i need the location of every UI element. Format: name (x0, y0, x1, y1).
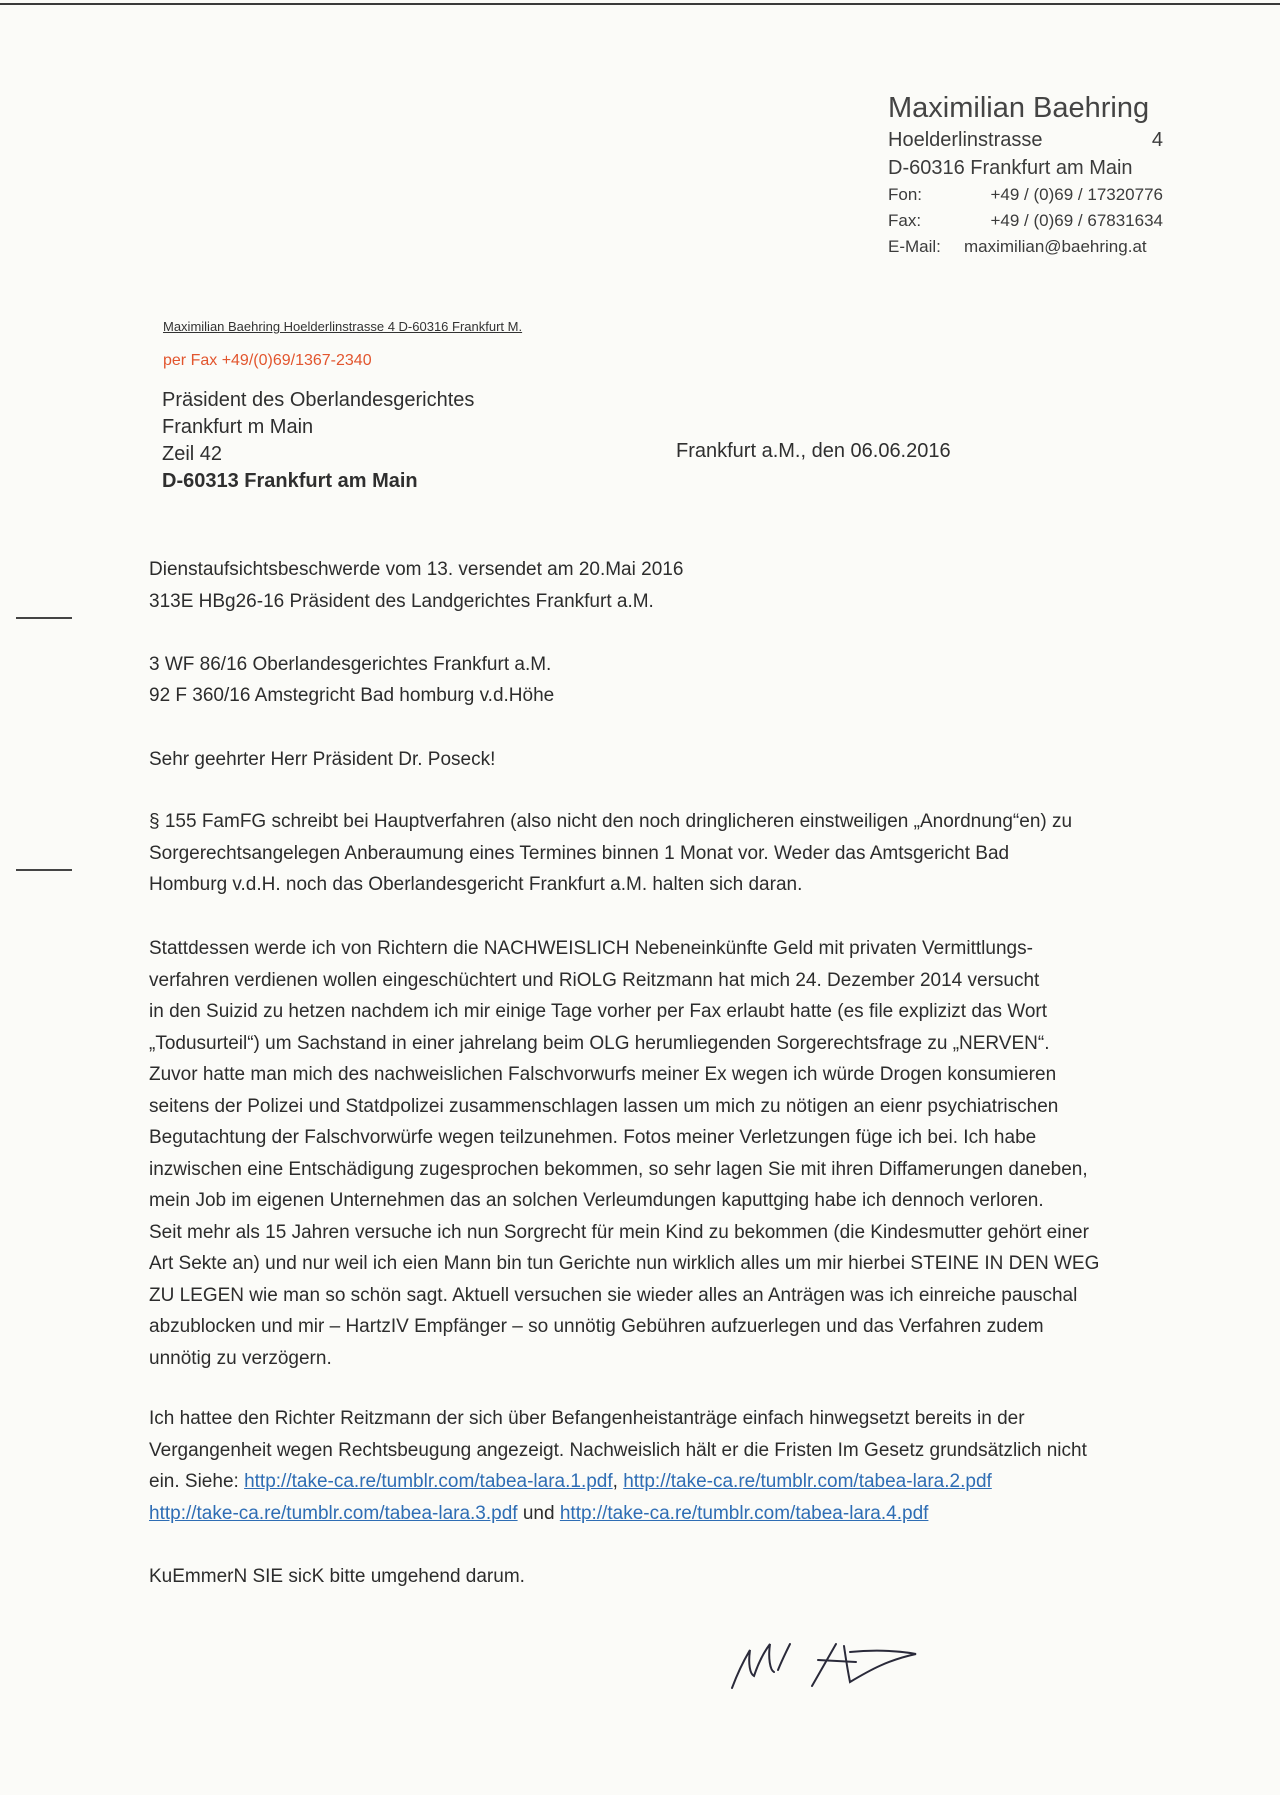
email-value: maximilian@baehring.at (964, 237, 1147, 256)
paragraph-2-line: Seit mehr als 15 Jahren versuche ich nun Sorgrecht für mein Kind zu bekommen (die Kindesmutter gehört einer (149, 1221, 1089, 1243)
sender-street: Hoelderlinstrasse (888, 129, 1043, 151)
salutation: Sehr geehrter Herr Präsident Dr. Poseck! (149, 749, 496, 770)
reference-line-4: 92 F 360/16 Amstegricht Bad homburg v.d.Höhe (149, 685, 555, 706)
letter-date: Frankfurt a.M., den 06.06.2016 (676, 440, 951, 462)
and-word: und (517, 1502, 560, 1524)
sender-block (888, 90, 1163, 260)
paragraph-2-line: inzwischen eine Entschädigung zugesprochen bekommen, so sehr lagen Sie mit ihren Diffamerungen daneben, (149, 1158, 1088, 1180)
paragraph-3-line-3 (149, 1466, 1179, 1498)
sender-name: Maximilian Baehring (888, 92, 1150, 124)
paragraph-3-line-4 (149, 1498, 1179, 1530)
recipient-line-2: Frankfurt m Main (162, 416, 314, 438)
paragraph-1-line: § 155 FamFG schreibt bei Hauptverfahren (also nicht den noch dringlicheren einstweiligen „Anordnung“en) zu (149, 811, 1073, 832)
reference-line-1: Dienstaufsichtsbeschwerde vom 13. versendet am 20.Mai 2016 (149, 559, 684, 580)
paragraph-2-line: verfahren verdienen wollen eingeschüchtert und RiOLG Reitzmann hat mich 24. Dezember 2014 versucht (149, 969, 1040, 991)
sender-street-line (888, 126, 1163, 154)
signature (720, 1620, 930, 1700)
paragraph-3-line-2: Vergangenheit wegen Rechtsbeugung angezeigt. Nachweislich hält er die Fristen Im Gesetz grundsätzlich nicht (149, 1439, 1087, 1461)
handwritten-signature-icon (720, 1620, 930, 1695)
email-label: E-Mail: (888, 237, 941, 256)
paragraph-2-line: unnötig zu verzögern. (149, 1347, 332, 1369)
paragraph-2-line: in den Suizid zu hetzen nachdem ich mir einige Tage vorher per Fax erlaubt hatte (es file explizizt das Wort (149, 1001, 1048, 1022)
fon-value: +49 / (0)69 / 17320776 (990, 185, 1163, 204)
sender-fon-row (888, 182, 1163, 208)
pdf-link-1[interactable]: http://take-ca.re/tumblr.com/tabea-lara.1.pdf (244, 1471, 613, 1492)
paragraph-3-line-1: Ich hattee den Richter Reitzmann der sich über Befangenheistanträge einfach hinwegsetzt bereits in der (149, 1408, 1025, 1429)
paragraph-2-line: Begutachtung der Falschvorwürfe wegen teilzunehmen. Fotos meiner Verletzungen füge ich bei. Ich habe (149, 1127, 1037, 1148)
sender-email-row (888, 234, 1163, 260)
sender-city: D-60316 Frankfurt am Main (888, 157, 1133, 179)
fax-value: +49 / (0)69 / 67831634 (990, 211, 1163, 230)
fold-mark-lower (16, 869, 72, 871)
paragraph-2-line: „Todusurteil“) um Sachstand in einer jahrelang beim OLG herumliegenden Sorgerechtsfrage zu „NERVEN“. (149, 1032, 1050, 1054)
reference-line-3: 3 WF 86/16 Oberlandesgerichtes Frankfurt a.M. (149, 653, 552, 675)
paragraph-2-line: Art Sekte an) und nur weil ich eien Mann bin tun Gerichte nun wirklich alles um mir hierbei STEINE IN DEN WEG (149, 1253, 1100, 1274)
reference-line-2: 313E HBg26-16 Präsident des Landgerichtes Frankfurt a.M. (149, 590, 654, 612)
recipient-line-1: Präsident des Oberlandesgerichtes (162, 389, 475, 411)
fon-label: Fon: (888, 185, 923, 204)
link-separator: , (612, 1471, 624, 1492)
fax-label: Fax: (888, 211, 922, 230)
paragraph-1-line: Homburg v.d.H. noch das Oberlandesgericht Frankfurt a.M. halten sich daran. (149, 874, 803, 895)
pdf-link-3[interactable]: http://take-ca.re/tumblr.com/tabea-lara.3.pdf (149, 1502, 518, 1524)
paragraph-2-line: Stattdessen werde ich von Richtern die NACHWEISLICH Nebeneinkünfte Geld mit privaten Vermittlungs- (149, 938, 1033, 959)
paragraph-1-line: Sorgerechtsangelegen Anberaumung eines Termines binnen 1 Monat vor. Weder das Amtsgericht Bad (149, 842, 1010, 864)
closing: KuEmmerN SIE sicK bitte umgehend darum. (149, 1566, 525, 1587)
top-edge-rule (0, 3, 1280, 5)
return-address: Maximilian Baehring Hoelderlinstrasse 4 D-60316 Frankfurt M. (163, 319, 523, 334)
reference-block (149, 554, 1179, 712)
recipient-line-3: Zeil 42 (162, 443, 223, 465)
paragraph-1 (149, 806, 1179, 901)
fold-mark-upper (16, 617, 72, 619)
fax-note: per Fax +49/(0)69/1367-2340 (163, 352, 372, 369)
recipient-line-4: D-60313 Frankfurt am Main (162, 470, 418, 492)
paragraph-2 (149, 933, 1179, 1374)
recipient-address (162, 387, 474, 495)
pdf-link-4[interactable]: http://take-ca.re/tumblr.com/tabea-lara.4.pdf (559, 1502, 929, 1524)
pdf-link-2[interactable]: http://take-ca.re/tumblr.com/tabea-lara.2.pdf (623, 1471, 992, 1492)
see-prefix: ein. Siehe: (149, 1471, 245, 1492)
paragraph-2-line: Zuvor hatte man mich des nachweislichen Falschvorwurfs meiner Ex wegen ich würde Drogen konsumieren (149, 1064, 1057, 1085)
sender-fax-row (888, 208, 1163, 234)
paragraph-3 (149, 1403, 1179, 1529)
paragraph-2-line: abzublocken und mir – HartzIV Empfänger – so unnötig Gebühren aufzuerlegen und das Verfahren zudem (149, 1316, 1044, 1337)
paragraph-2-line: mein Job im eigenen Unternehmen das an solchen Verleumdungen kaputtging habe ich dennoch verloren. (149, 1190, 1044, 1211)
paragraph-2-line: ZU LEGEN wie man so schön sagt. Aktuell versuchen sie wieder alles an Anträgen was ich einreiche pauschal (149, 1284, 1078, 1306)
paragraph-2-line: seitens der Polizei und Statdpolizei zusammenschlagen lassen um mich zu nötigen an eienr psychiatrischen (149, 1095, 1059, 1117)
sender-house-number: 4 (1151, 129, 1163, 151)
